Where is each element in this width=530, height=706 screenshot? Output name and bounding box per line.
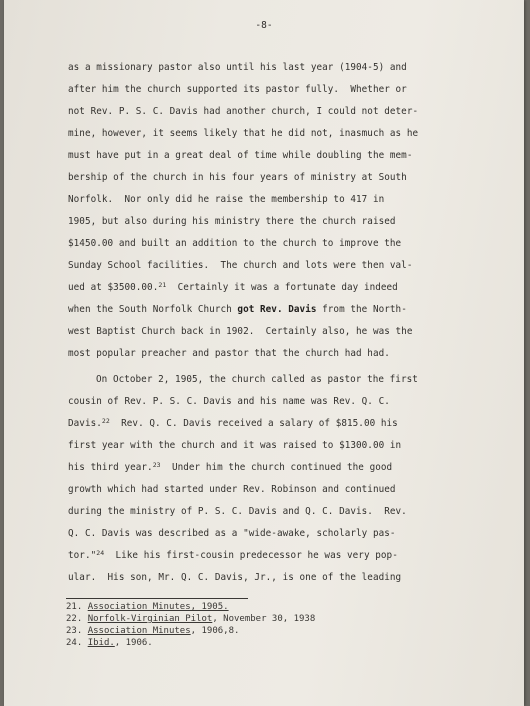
footnote-22: 22. Norfolk-Virginian Pilot, November 30, 1938 xyxy=(66,614,316,624)
text-line: cousin of Rev. P. S. C. Davis and his name was Rev. Q. C. xyxy=(68,396,390,407)
text-line: growth which had started under Rev. Robinson and continued xyxy=(68,484,396,495)
text-line: mine, however, it seems likely that he did not, inasmuch as he xyxy=(68,128,419,139)
document-page xyxy=(4,0,524,706)
text-line: ued at $3500.00.21 Certainly it was a fortunate day indeed xyxy=(68,281,398,293)
text-line: most popular preacher and pastor that the church had had. xyxy=(68,348,390,359)
text-line: as a missionary pastor also until his last year (1904-5) and xyxy=(68,62,407,73)
footnote-24: 24. Ibid., 1906. xyxy=(66,638,153,648)
footnote-ref-23: 23 xyxy=(152,461,161,469)
text-line: after him the church supported its pastor fully. Whether or xyxy=(68,84,407,95)
page-number: -8- xyxy=(255,20,273,31)
text-line: first year with the church and it was raised to $1300.00 in xyxy=(68,440,402,451)
text-line: $1450.00 and built an addition to the church to improve the xyxy=(68,238,402,249)
text-line: must have put in a great deal of time while doubling the mem- xyxy=(68,150,413,161)
footnote-divider xyxy=(66,598,248,599)
bold-text: got Rev. Davis xyxy=(237,304,317,315)
text-line: ular. His son, Mr. Q. C. Davis, Jr., is one of the leading xyxy=(68,572,402,583)
text-line: bership of the church in his four years of ministry at South xyxy=(68,172,407,183)
text-line: Sunday School facilities. The church and lots were then val- xyxy=(68,260,413,271)
text-line: during the ministry of P. S. C. Davis and Q. C. Davis. Rev. xyxy=(68,506,407,517)
text-line: Q. C. Davis was described as a "wide-awake, scholarly pas- xyxy=(68,528,396,539)
text-line: Davis.$^{22}$ Rev. Q. C. Davis received a salary of $815.00 his xyxy=(68,417,398,429)
text-line: tor."$^{24}$ Like his first-cousin predecessor he was very pop- xyxy=(68,549,398,561)
footnote-23: 23. Association Minutes, 1906,8. xyxy=(66,626,240,636)
footnote-21: 21. Association Minutes, 1905. xyxy=(66,602,229,612)
footnote-ref-24: 24 xyxy=(96,549,105,557)
text-line: his third year.$^{23}$ Under him the church continued the good xyxy=(68,461,393,473)
text-line: when the South Norfolk Church got Rev. Davis from the North- xyxy=(68,304,407,315)
paragraph-start-line: On October 2, 1905, the church called as pastor the first xyxy=(96,374,418,385)
text-line: west Baptist Church back in 1902. Certainly also, he was the xyxy=(68,326,413,337)
footnote-ref-21: 21 xyxy=(158,281,167,289)
text-line: not Rev. P. S. C. Davis had another church, I could not deter- xyxy=(68,106,419,117)
footnote-ref-22: 22 xyxy=(101,417,110,425)
text-line: Norfolk. Nor only did he raise the membership to 417 in xyxy=(68,194,385,205)
text-line: 1905, but also during his ministry there the church raised xyxy=(68,216,396,227)
